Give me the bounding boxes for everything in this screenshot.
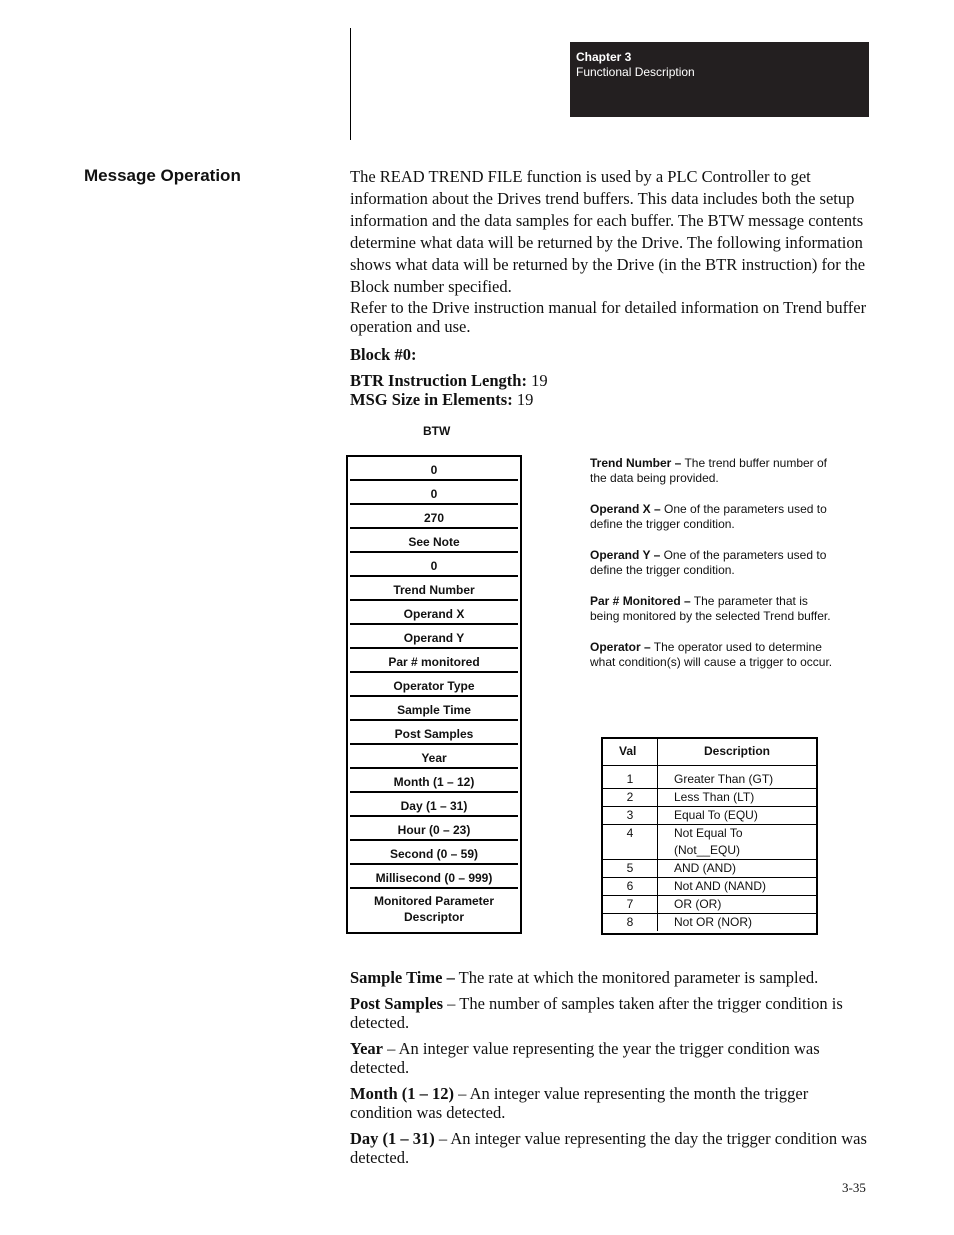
definition-item <box>350 1129 870 1167</box>
definition-item <box>350 1039 870 1077</box>
btw-cell: Sample Time <box>350 699 518 721</box>
table-row <box>603 807 816 825</box>
btw-cell: Millisecond (0 – 999) <box>350 867 518 889</box>
cell-desc-line2: (Not__EQU) <box>674 843 741 857</box>
note-term: Operand X – <box>590 502 661 516</box>
note-item <box>590 548 835 578</box>
cell-desc: OR (OR) <box>674 897 722 911</box>
cell-val: 3 <box>603 807 658 824</box>
note-term: Operand Y – <box>590 548 661 562</box>
definition-text: The rate at which the monitored parameter is sampled. <box>454 968 819 987</box>
table-row <box>603 914 816 931</box>
cell-val: 8 <box>603 914 658 931</box>
btw-cell: Trend Number <box>350 579 518 601</box>
definition-item <box>350 994 870 1032</box>
btr-length-value: 19 <box>526 371 548 390</box>
definition-text: – The number of samples taken after the trigger condition is detected. <box>350 994 843 1032</box>
btr-length <box>350 371 548 390</box>
note-term: Par # Monitored – <box>590 594 691 608</box>
chapter-header-box <box>570 42 869 117</box>
table-row <box>603 771 816 789</box>
btw-cell: Day (1 – 31) <box>350 795 518 817</box>
block-label <box>350 345 416 364</box>
cell-desc: Not AND (NAND) <box>674 879 767 893</box>
definition-text: – An integer value representing the year the trigger condition was detected. <box>350 1039 820 1077</box>
definition-text: – An integer value representing the day the trigger condition was detected. <box>350 1129 867 1167</box>
btw-cell: Par # monitored <box>350 651 518 673</box>
btw-cell: Operator Type <box>350 675 518 697</box>
msg-size-value: 19 <box>512 390 534 409</box>
btr-length-label: BTR Instruction Length: <box>350 371 527 390</box>
cell-desc: Greater Than (GT) <box>674 772 774 786</box>
cell-desc: Less Than (LT) <box>674 790 755 804</box>
cell-desc: AND (AND) <box>674 861 736 875</box>
cell-desc <box>658 825 816 859</box>
btw-cell: Operand X <box>350 603 518 625</box>
table-header <box>603 739 816 766</box>
header-val: Val <box>603 739 658 765</box>
chapter-subtitle: Functional Description <box>576 65 695 79</box>
cell-desc-line1: Not Equal To <box>674 826 743 840</box>
note-text: One of the parameters used to define the trigger condition. <box>590 502 827 531</box>
btw-cell: Year <box>350 747 518 769</box>
cell-val: 1 <box>603 771 658 788</box>
header-vertical-rule <box>350 28 351 140</box>
definition-term: Sample Time – <box>350 968 455 987</box>
definition-term: Month (1 – 12) <box>350 1084 455 1103</box>
cell-val: 7 <box>603 896 658 913</box>
table-row <box>603 789 816 807</box>
table-row <box>603 860 816 878</box>
section-heading: Message Operation <box>84 166 241 185</box>
definition-term: Year <box>350 1039 383 1058</box>
note-text: The parameter that is being monitored by the selected Trend buffer. <box>590 594 831 623</box>
note-item <box>590 594 835 624</box>
note-text: The trend buffer number of the data being provided. <box>590 456 828 485</box>
page-number: 3-35 <box>842 1180 866 1195</box>
definition-item <box>350 1084 870 1122</box>
field-notes <box>590 456 835 686</box>
definition-term: Day (1 – 31) <box>350 1129 435 1148</box>
btw-cell-descriptor <box>350 891 518 931</box>
btw-cell: 0 <box>350 459 518 481</box>
cell-val: 4 <box>603 825 658 859</box>
cell-desc: Not OR (NOR) <box>674 915 752 929</box>
table-row <box>603 878 816 896</box>
note-term: Trend Number – <box>590 456 682 470</box>
note-item <box>590 502 835 532</box>
definition-term: Post Samples <box>350 994 444 1013</box>
msg-size <box>350 390 533 409</box>
cell-desc: Equal To (EQU) <box>674 808 758 822</box>
btw-cell: 0 <box>350 555 518 577</box>
cell-val: 2 <box>603 789 658 806</box>
definitions <box>350 968 870 1174</box>
definition-item <box>350 968 870 987</box>
block-label-text: Block #0: <box>350 345 417 364</box>
btw-cell: Operand Y <box>350 627 518 649</box>
operator-value-table <box>601 737 818 935</box>
cell-val: 6 <box>603 878 658 895</box>
btw-cell: Month (1 – 12) <box>350 771 518 793</box>
intro-paragraph-2: Refer to the Drive instruction manual for detailed information on Trend buffer operation and use. <box>350 298 867 336</box>
btw-cell: Second (0 – 59) <box>350 843 518 865</box>
note-item <box>590 640 835 670</box>
header-description: Description <box>703 744 770 758</box>
btw-table <box>346 455 522 934</box>
msg-size-label: MSG Size in Elements: <box>350 390 513 409</box>
note-term: Operator – <box>590 640 651 654</box>
intro-text <box>350 166 870 336</box>
btw-cell: Hour (0 – 23) <box>350 819 518 841</box>
note-text: The operator used to determine what condition(s) will cause a trigger to occur. <box>590 640 833 669</box>
btw-cell-descriptor-line1: Monitored Parameter <box>373 894 495 908</box>
chapter-label: Chapter 3 <box>576 50 632 64</box>
btw-cell: 270 <box>350 507 518 529</box>
note-text: One of the parameters used to define the trigger condition. <box>590 548 827 577</box>
table-row <box>603 896 816 914</box>
table-row <box>603 825 816 860</box>
btw-cell: See Note <box>350 531 518 553</box>
btw-cell: Post Samples <box>350 723 518 745</box>
intro-paragraph-1: The READ TREND FILE function is used by a PLC Controller to get information about the Drives trend buffers. This data includes both the setup information and the data samples for each buffer. The BTW message contents determine what data will be returned by the Drive. The following information shows what data will be returned by the Drive (in the BTR instruction) for the Block number specified. <box>350 167 866 296</box>
definition-text: – An integer value representing the month the trigger condition was detected. <box>350 1084 809 1122</box>
btw-cell-descriptor-line2: Descriptor <box>403 910 465 924</box>
cell-val: 5 <box>603 860 658 877</box>
btw-cell: 0 <box>350 483 518 505</box>
note-item <box>590 456 835 486</box>
btw-label: BTW <box>423 424 451 438</box>
